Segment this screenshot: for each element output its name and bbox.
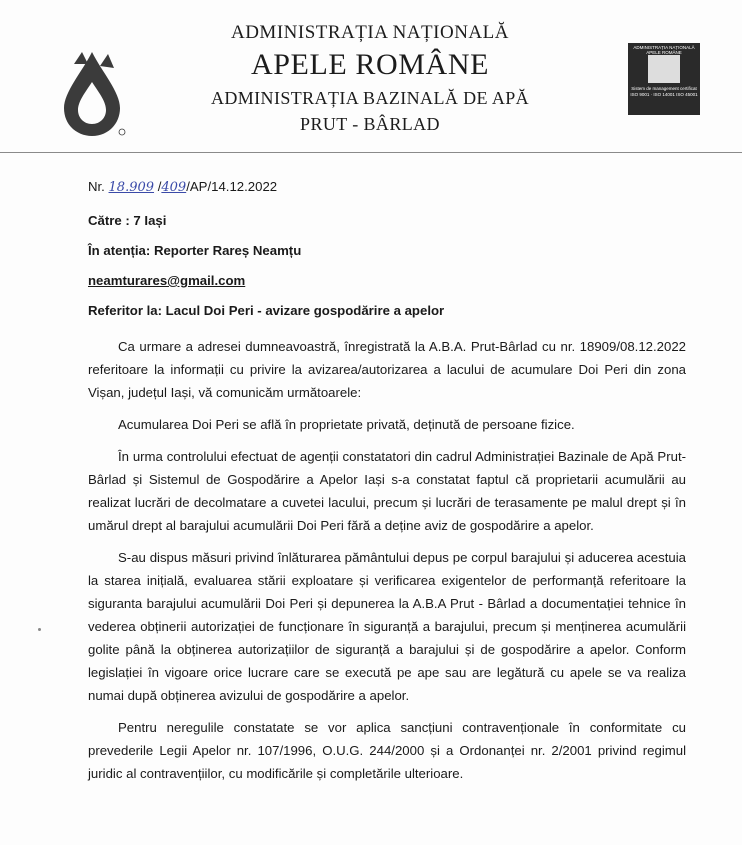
email-link[interactable]: neamturares@gmail.com: [88, 273, 246, 288]
letter-body: [88, 177, 686, 785]
header-line-1: ADMINISTRAȚIA NAȚIONALĂ: [230, 22, 509, 43]
nr-suffix: /AP/14.12.2022: [186, 179, 278, 194]
header-line-2: APELE ROMÂNE: [250, 48, 490, 81]
paragraph-3: În urma controlului efectuat de agenții constatatori din cadrul Administrației Bazinale de Apă Prut-Bârlad și Sistemul de Gospodărire a Apelor Iași s-a constatat faptul că proprietarii acumulării au realizat lucrări de decolmatare a cuvetei lacului, precum și lucrări de terasamente pe malul drept și în umărul drept al barajului acumulării Doi Peri fără a deține aviz de gospodărire a apelor.: [88, 449, 686, 533]
paragraph-5: Pentru neregulile constatate se vor aplica sancțiuni contravenționale în conformitate cu prevederile Legii Apelor nr. 107/1996, O.U.G. 244/2000 și a Ordonanței nr. 2/2001 privind regimul juridic al contravențiilor, cu modificările și completările ulterioare.: [88, 720, 686, 781]
attention-line: În atenția: Reporter Rareș Neamțu: [88, 243, 302, 258]
cert-bottom-text: Sistem de management certificat ISO 9001 · ISO 14001 ISO 45001: [630, 86, 698, 97]
iso-certification-badge: [628, 43, 700, 115]
nr-handwritten-2: 409: [161, 180, 187, 195]
apele-romane-logo: [52, 46, 132, 138]
nr-handwritten-1: 18.909: [108, 180, 155, 195]
subject-line: Referitor la: Lacul Doi Peri - avizare gospodărire a apelor: [88, 303, 445, 318]
header-divider: [0, 152, 742, 153]
scan-speck: [38, 628, 41, 631]
paragraph-4: S-au dispus măsuri privind înlăturarea pământului depus pe corpul barajului și aducerea acestuia la starea inițială, evaluarea stării exploatare și verificarea exigentelor de performanță referitoare la siguranta barajului acumulării Doi Peri și depunerea la A.B.A Prut - Bârlad a documentației tehnice în vederea obținerii autorizației de funcționare în siguranță a barajului, precum și menținerea acumulării golite până la obținerea autorizațiilor de siguranță a barajului și de gospodărire a apelor. Conform legislației în vigoare orice lucrare care se execută pe ape sau are legătură cu apele se va realiza numai după obținerea avizului de gospodărire a apelor.: [88, 550, 686, 703]
cert-top-text: ADMINISTRAȚIA NAȚIONALĂ APELE ROMÂNE: [633, 45, 695, 55]
nr-separator: /: [157, 179, 162, 194]
registration-number: [88, 177, 686, 201]
header-line-3: ADMINISTRAȚIA BAZINALĂ DE APĂ: [210, 88, 530, 108]
recipient: Către : 7 Iași: [88, 213, 167, 228]
cert-logo-icon: [648, 55, 680, 83]
paragraph-2: Acumularea Doi Peri se află în proprietate privată, deținută de persoane fizice.: [118, 417, 575, 432]
nr-prefix: Nr.: [88, 179, 105, 194]
header-line-4: PRUT - BÂRLAD: [300, 114, 440, 134]
letterhead: [0, 0, 742, 152]
paragraph-1: Ca urmare a adresei dumneavoastră, înregistrată la A.B.A. Prut-Bârlad cu nr. 18909/08.12.2022 referitoare la informații cu privire la avizarea/autorizarea a lacului de acumulare Doi Peri din zona Vișan, județul Iași, vă comunicăm următoarele:: [88, 339, 686, 400]
institution-name: [150, 20, 590, 136]
